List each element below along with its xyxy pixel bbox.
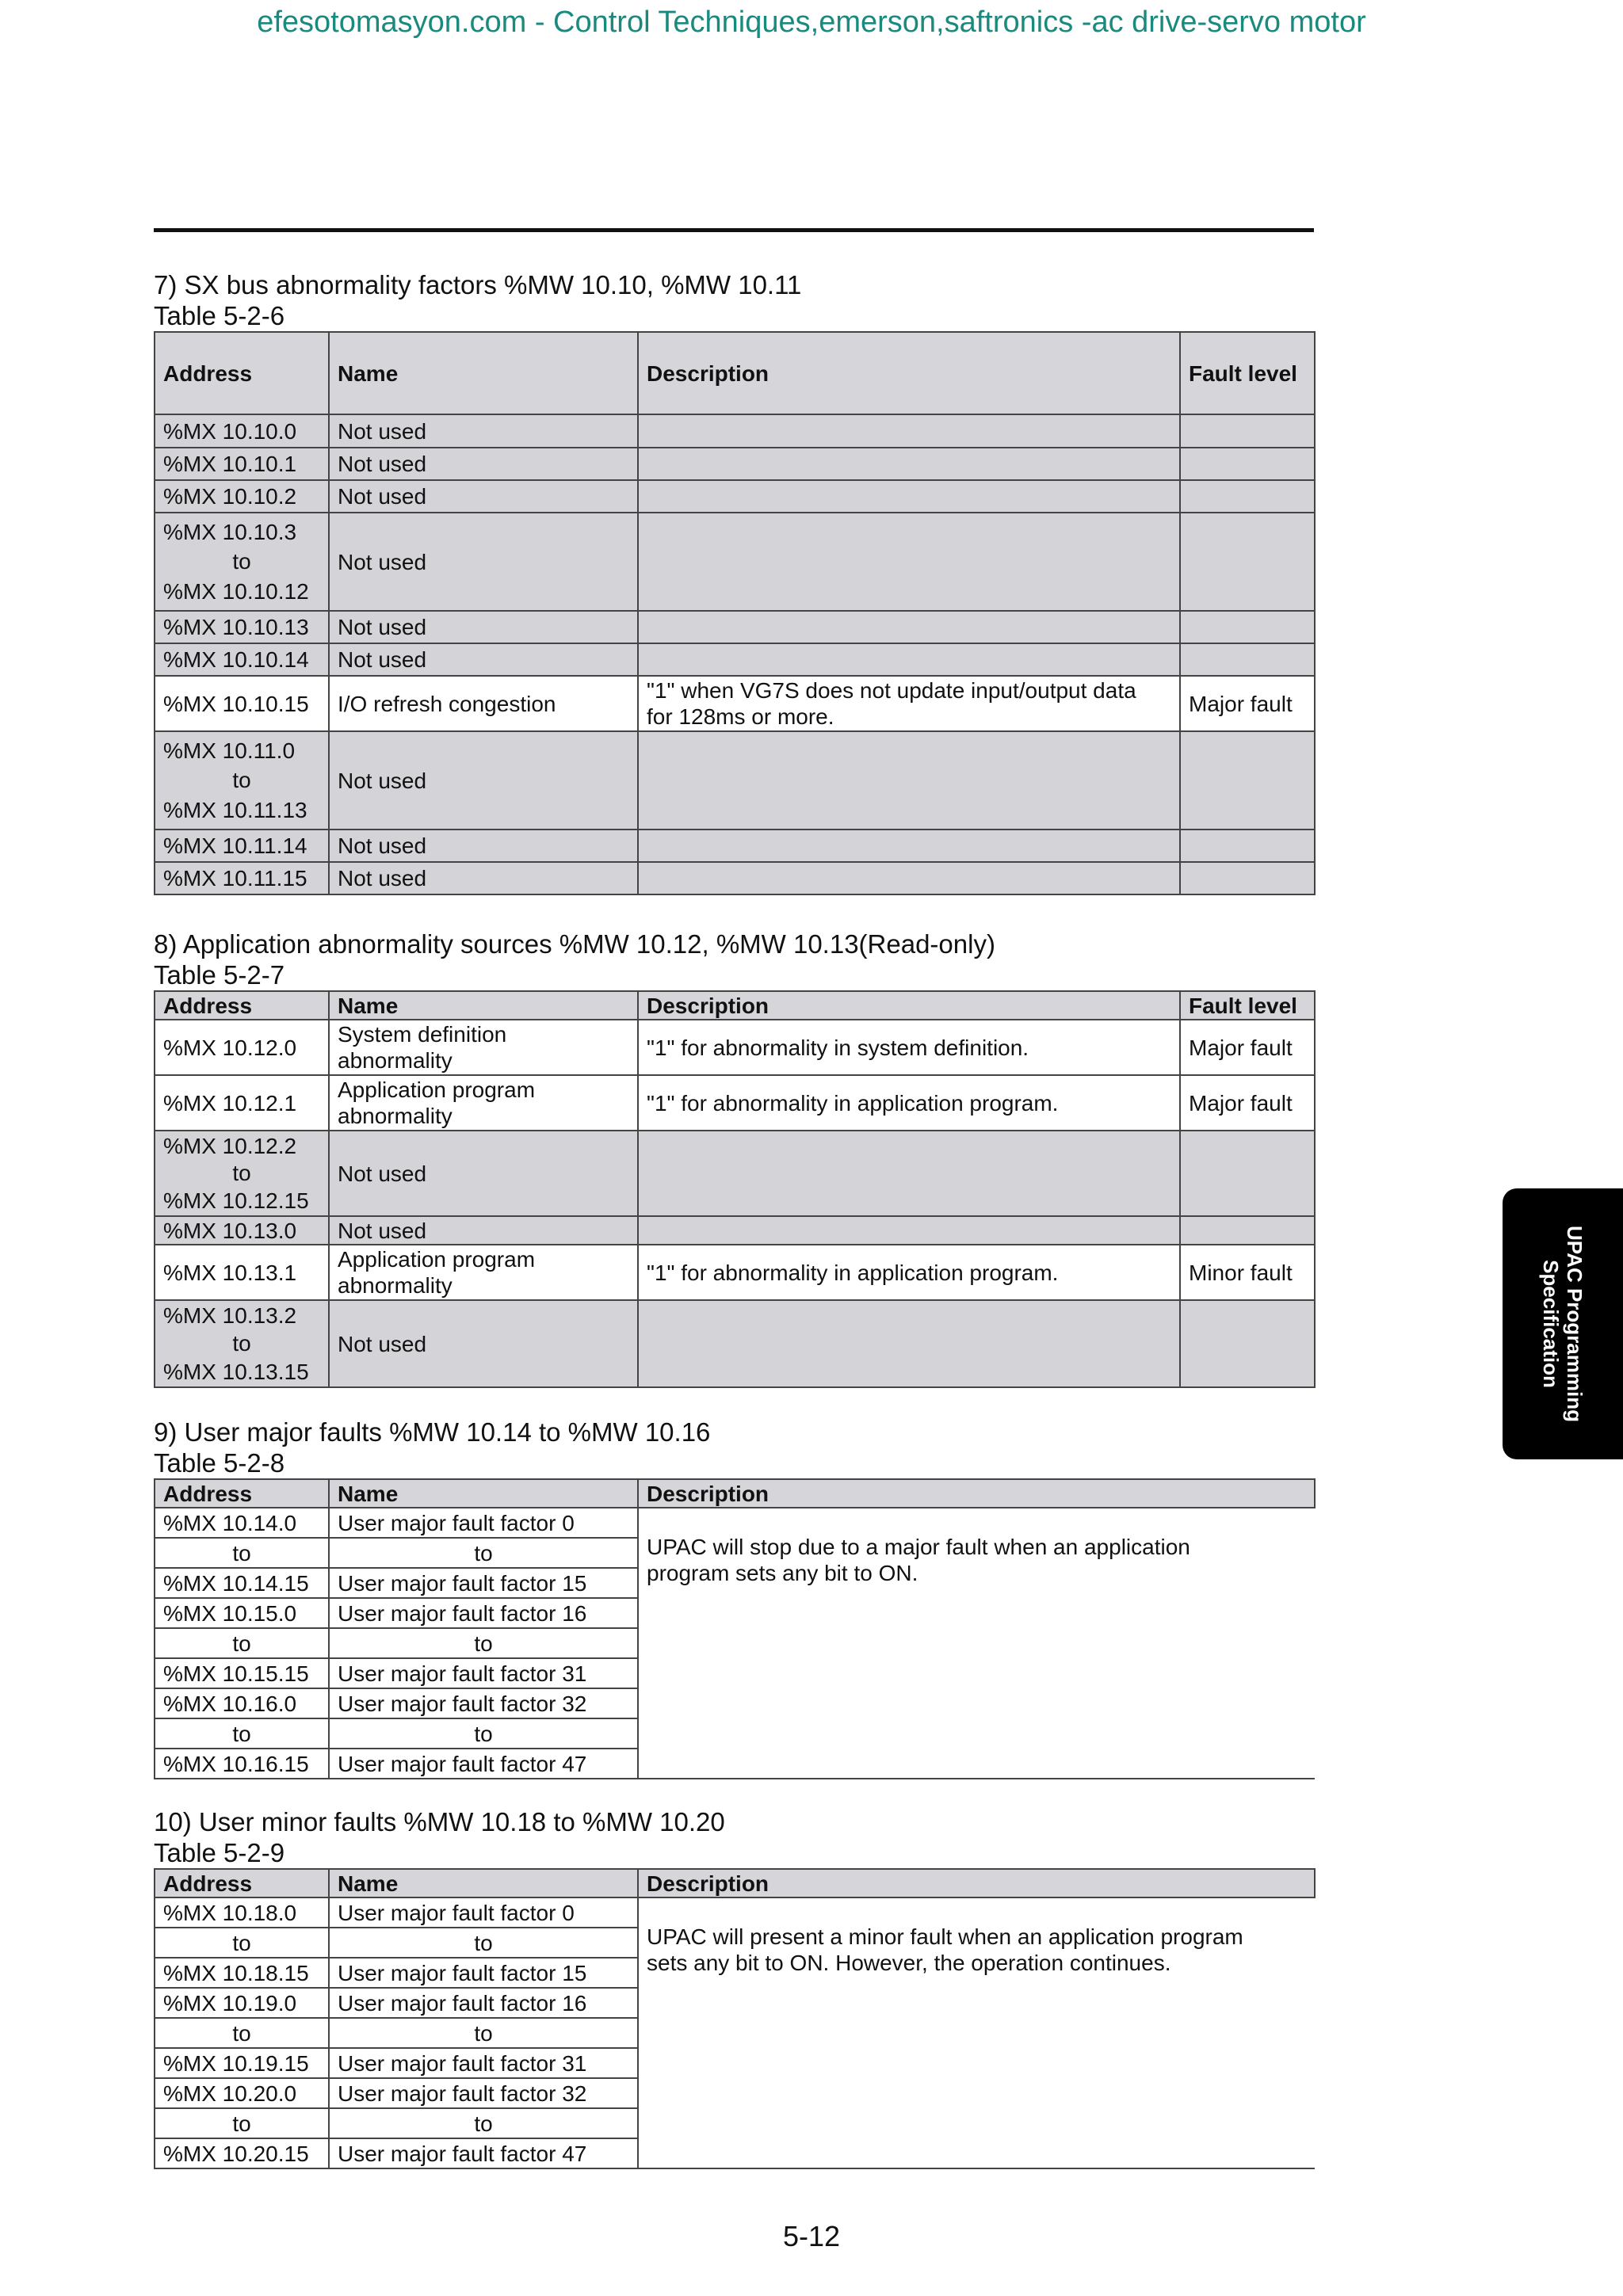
table-header-row: [155, 332, 1315, 414]
header-description: Description: [638, 332, 1180, 414]
name-cell: User major fault factor 32: [329, 1688, 638, 1718]
name-cell: User major fault factor 31: [329, 2048, 638, 2078]
address-range-end: %MX 10.13.15: [163, 1360, 309, 1384]
address-cell: %MX 10.20.0: [155, 2078, 329, 2108]
name-cell: User major fault factor 31: [329, 1658, 638, 1688]
address-cell: %MX 10.16.0: [155, 1688, 329, 1718]
address-cell: to: [155, 2108, 329, 2138]
section-title: 7) SX bus abnormality factors %MW 10.10, %MW 10.11: [154, 270, 802, 299]
header-address: Address: [155, 332, 329, 414]
address-range-to: to: [232, 549, 251, 574]
name-line: abnormality: [338, 1273, 453, 1298]
table-row: [155, 643, 1315, 676]
fault-cell: [1180, 480, 1315, 513]
address-cell: to: [155, 1928, 329, 1958]
address-cell: %MX 10.19.0: [155, 1988, 329, 2018]
table-row: [155, 448, 1315, 480]
address-cell: %MX 10.18.0: [155, 1897, 329, 1928]
table-row: [155, 1897, 1315, 1928]
fault-cell: Major fault: [1180, 1075, 1315, 1131]
table-row: [155, 1216, 1315, 1245]
address-cell: %MX 10.11.14: [155, 830, 329, 862]
description-cell: [638, 414, 1180, 448]
address-cell: %MX 10.10.14: [155, 643, 329, 676]
section-title: 9) User major faults %MW 10.14 to %MW 10.16: [154, 1417, 711, 1447]
table-row: [155, 830, 1315, 862]
address-cell: %MX 10.12.1: [155, 1075, 329, 1131]
table-header-row: [155, 991, 1315, 1020]
section-user-major-faults: [154, 1417, 1314, 1779]
name-cell: Not used: [329, 731, 638, 830]
fault-cell: [1180, 1216, 1315, 1245]
address-cell: %MX 10.18.15: [155, 1958, 329, 1988]
section-user-minor-faults: [154, 1806, 1314, 2169]
address-cell: %MX 10.14.15: [155, 1568, 329, 1598]
table-caption: Table 5-2-6: [154, 301, 285, 330]
fault-cell: [1180, 643, 1315, 676]
address-cell: to: [155, 2018, 329, 2048]
name-cell: [329, 1020, 638, 1075]
fault-cell: Minor fault: [1180, 1245, 1315, 1300]
address-range-to: to: [232, 1331, 251, 1356]
table-row: [155, 611, 1315, 643]
header-address: Address: [155, 1479, 329, 1508]
name-cell: Not used: [329, 862, 638, 894]
description-cell: [638, 643, 1180, 676]
chapter-side-tab-label: [1539, 1205, 1587, 1443]
name-line: abnormality: [338, 1104, 453, 1128]
address-range-end: %MX 10.10.12: [163, 579, 309, 604]
address-cell: to: [155, 1538, 329, 1568]
table-5-2-7: [154, 990, 1316, 1388]
address-cell: %MX 10.16.15: [155, 1749, 329, 1779]
table-5-2-8: [154, 1478, 1316, 1779]
description-cell: [638, 862, 1180, 894]
fault-cell: [1180, 862, 1315, 894]
address-cell: %MX 10.15.15: [155, 1658, 329, 1688]
name-cell: to: [329, 1538, 638, 1568]
table-row: [155, 480, 1315, 513]
section-title: 10) User minor faults %MW 10.18 to %MW 10.20: [154, 1807, 725, 1836]
description-line: "1" when VG7S does not update input/output data: [647, 678, 1136, 703]
address-cell: %MX 10.20.15: [155, 2138, 329, 2168]
name-line: Application program: [338, 1077, 536, 1102]
header-name: Name: [329, 1479, 638, 1508]
address-cell: %MX 10.10.1: [155, 448, 329, 480]
address-range-start: %MX 10.10.3: [163, 520, 297, 544]
table-row: [155, 1075, 1315, 1131]
name-line: System definition: [338, 1022, 507, 1047]
name-cell: to: [329, 1928, 638, 1958]
header-description: Description: [638, 991, 1180, 1020]
table-row: [155, 1245, 1315, 1300]
description-cell: "1" for abnormality in application program.: [638, 1245, 1180, 1300]
description-cell: [638, 830, 1180, 862]
description-cell: [638, 731, 1180, 830]
description-cell: [638, 1897, 1315, 2168]
table-row: [155, 414, 1315, 448]
fault-cell: [1180, 448, 1315, 480]
address-cell: %MX 10.12.0: [155, 1020, 329, 1075]
section-sx-bus: [154, 269, 1314, 895]
name-cell: Not used: [329, 830, 638, 862]
description-cell: [638, 1300, 1180, 1387]
name-cell: User major fault factor 32: [329, 2078, 638, 2108]
table-caption: Table 5-2-7: [154, 960, 285, 990]
description-cell: "1" for abnormality in application program.: [638, 1075, 1180, 1131]
address-cell: %MX 10.10.13: [155, 611, 329, 643]
name-line: abnormality: [338, 1048, 453, 1073]
name-cell: to: [329, 1628, 638, 1658]
header-description: Description: [638, 1479, 1315, 1508]
name-cell: Not used: [329, 448, 638, 480]
fault-cell: [1180, 611, 1315, 643]
section-application-abnormality: [154, 929, 1314, 1388]
name-cell: User major fault factor 15: [329, 1568, 638, 1598]
description-cell: [638, 448, 1180, 480]
name-cell: User major fault factor 16: [329, 1598, 638, 1628]
address-range-end: %MX 10.12.15: [163, 1188, 309, 1213]
description-line: UPAC will stop due to a major fault when an application: [647, 1535, 1190, 1559]
fault-cell: [1180, 1300, 1315, 1387]
name-cell: Not used: [329, 1131, 638, 1216]
name-cell: [329, 1075, 638, 1131]
header-name: Name: [329, 991, 638, 1020]
name-line: Application program: [338, 1247, 536, 1272]
table-row: [155, 1508, 1315, 1538]
name-cell: to: [329, 2108, 638, 2138]
header-address: Address: [155, 991, 329, 1020]
name-cell: Not used: [329, 480, 638, 513]
name-cell: Not used: [329, 513, 638, 611]
name-cell: User major fault factor 0: [329, 1897, 638, 1928]
name-cell: to: [329, 1718, 638, 1749]
description-cell: [638, 1216, 1180, 1245]
name-cell: User major fault factor 0: [329, 1508, 638, 1538]
description-line: for 128ms or more.: [647, 704, 834, 729]
name-cell: Not used: [329, 1300, 638, 1387]
address-cell: %MX 10.10.0: [155, 414, 329, 448]
description-cell: [638, 513, 1180, 611]
description-line: sets any bit to ON. However, the operation continues.: [647, 1951, 1171, 1975]
section-title: 8) Application abnormality sources %MW 10.12, %MW 10.13(Read-only): [154, 929, 995, 959]
table-caption: Table 5-2-9: [154, 1838, 285, 1867]
header-description: Description: [638, 1869, 1315, 1897]
table-header-row: [155, 1869, 1315, 1897]
address-range-end: %MX 10.11.13: [163, 798, 307, 822]
name-cell: User major fault factor 47: [329, 1749, 638, 1779]
header-name: Name: [329, 332, 638, 414]
address-cell: to: [155, 1628, 329, 1658]
table-row: [155, 1131, 1315, 1216]
address-range-start: %MX 10.12.2: [163, 1134, 297, 1158]
description-cell: [638, 676, 1180, 731]
header-fault-level: Fault level: [1180, 332, 1315, 414]
name-cell: User major fault factor 47: [329, 2138, 638, 2168]
table-header-row: [155, 1479, 1315, 1508]
fault-cell: Major fault: [1180, 676, 1315, 731]
table-caption: Table 5-2-8: [154, 1448, 285, 1478]
address-range-to: to: [232, 1161, 251, 1185]
address-range-to: to: [232, 768, 251, 792]
website-banner: efesotomasyon.com - Control Techniques,emerson,saftronics -ac drive-servo motor: [257, 6, 1366, 39]
page-number: 5-12: [782, 2220, 841, 2252]
table-row: [155, 676, 1315, 731]
header-name: Name: [329, 1869, 638, 1897]
header-fault-level: Fault level: [1180, 991, 1315, 1020]
address-cell: %MX 10.14.0: [155, 1508, 329, 1538]
address-range-cell: [155, 513, 329, 611]
fault-cell: [1180, 1131, 1315, 1216]
header-address: Address: [155, 1869, 329, 1897]
fault-cell: [1180, 830, 1315, 862]
address-cell: to: [155, 1718, 329, 1749]
name-cell: to: [329, 2018, 638, 2048]
chapter-side-tab[interactable]: [1503, 1188, 1623, 1459]
description-cell: [638, 1131, 1180, 1216]
address-cell: %MX 10.10.15: [155, 676, 329, 731]
table-5-2-9: [154, 1868, 1316, 2169]
name-cell: I/O refresh congestion: [329, 676, 638, 731]
header-rule: [154, 228, 1314, 232]
table-row: [155, 1300, 1315, 1387]
address-range-cell: [155, 1300, 329, 1387]
address-range-start: %MX 10.13.2: [163, 1303, 297, 1328]
name-cell: User major fault factor 15: [329, 1958, 638, 1988]
fault-cell: [1180, 513, 1315, 611]
address-cell: %MX 10.10.2: [155, 480, 329, 513]
address-cell: %MX 10.13.1: [155, 1245, 329, 1300]
name-cell: Not used: [329, 414, 638, 448]
name-cell: Not used: [329, 1216, 638, 1245]
name-cell: Not used: [329, 611, 638, 643]
table-row: [155, 731, 1315, 830]
table-row: [155, 1020, 1315, 1075]
description-line: UPAC will present a minor fault when an application program: [647, 1924, 1243, 1949]
address-range-cell: [155, 731, 329, 830]
side-tab-line: Specification: [1539, 1260, 1563, 1388]
address-range-cell: [155, 1131, 329, 1216]
address-cell: %MX 10.15.0: [155, 1598, 329, 1628]
address-cell: %MX 10.11.15: [155, 862, 329, 894]
description-cell: [638, 611, 1180, 643]
description-cell: "1" for abnormality in system definition.: [638, 1020, 1180, 1075]
side-tab-line: UPAC Programming: [1563, 1226, 1587, 1422]
fault-cell: [1180, 731, 1315, 830]
name-cell: [329, 1245, 638, 1300]
description-cell: [638, 1508, 1315, 1779]
table-5-2-6: [154, 331, 1316, 895]
fault-cell: [1180, 414, 1315, 448]
address-cell: %MX 10.13.0: [155, 1216, 329, 1245]
description-line: program sets any bit to ON.: [647, 1561, 918, 1585]
name-cell: User major fault factor 16: [329, 1988, 638, 2018]
address-cell: %MX 10.19.15: [155, 2048, 329, 2078]
fault-cell: Major fault: [1180, 1020, 1315, 1075]
name-cell: Not used: [329, 643, 638, 676]
table-row: [155, 513, 1315, 611]
description-cell: [638, 480, 1180, 513]
table-row: [155, 862, 1315, 894]
address-range-start: %MX 10.11.0: [163, 738, 296, 763]
